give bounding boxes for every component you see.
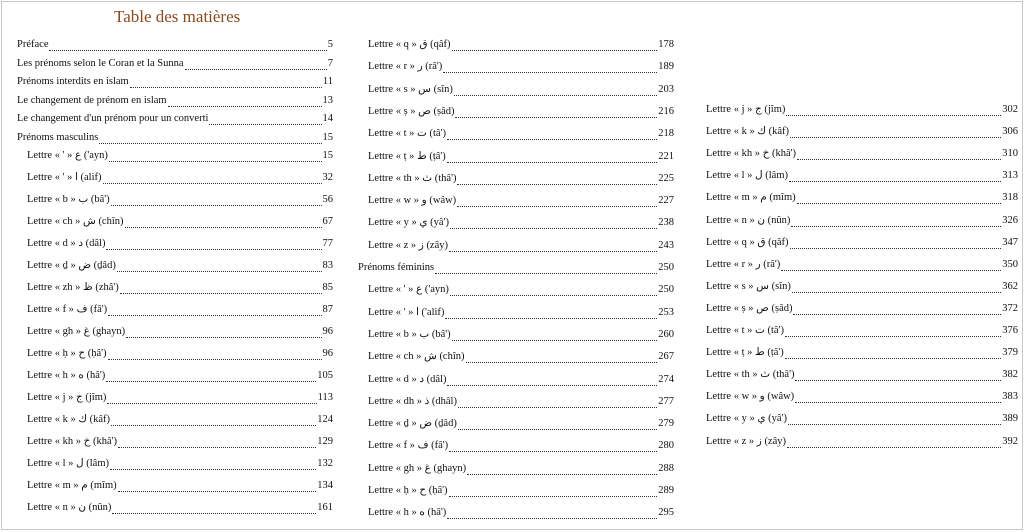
toc-entry-label: Lettre « ch » ش (chîn) — [27, 216, 124, 227]
toc-entry[interactable] — [706, 369, 1018, 381]
toc-entry-page: 326 — [1002, 214, 1018, 226]
toc-entry-label: Lettre « s » س (sîn) — [368, 83, 453, 95]
toc-entry-label: Lettre « zh » ظ (zhâ') — [27, 282, 119, 293]
toc-entry-label: Lettre « q » ق (qâf) — [706, 236, 789, 248]
toc-entry-page: 274 — [658, 373, 674, 385]
toc-entry[interactable] — [706, 281, 1018, 293]
toc-entry-page: 85 — [322, 282, 333, 293]
toc-entry-page: 238 — [658, 217, 674, 229]
dot-leader — [130, 78, 322, 88]
toc-entry-page: 280 — [658, 440, 674, 452]
toc-entry-page: 347 — [1002, 236, 1018, 248]
dot-leader — [786, 106, 1001, 116]
toc-entry-label: Lettre « gh » غ (ghayn) — [368, 462, 467, 474]
toc-entry[interactable] — [17, 370, 333, 382]
toc-entry[interactable] — [358, 374, 674, 386]
dot-leader — [458, 398, 657, 408]
toc-entry[interactable] — [17, 480, 333, 492]
toc-entry[interactable] — [706, 104, 1018, 116]
toc-entry-label: Prénoms interdits en islam — [17, 76, 129, 87]
toc-entry[interactable] — [358, 463, 674, 475]
toc-entry[interactable] — [358, 61, 674, 73]
toc-entry[interactable] — [17, 458, 333, 470]
dot-leader — [443, 63, 657, 73]
toc-entry-label: Le changement de prénom en islam — [17, 94, 167, 106]
toc-entry[interactable] — [358, 240, 674, 252]
toc-entry[interactable] — [358, 329, 674, 341]
dot-leader — [785, 349, 1001, 359]
toc-entry-page: 379 — [1002, 347, 1018, 359]
dot-leader — [112, 504, 316, 514]
toc-entry-page: 243 — [658, 239, 674, 251]
toc-entry[interactable] — [17, 392, 333, 404]
toc-entry-label: Lettre « w » و (wâw) — [368, 195, 457, 207]
toc-entry-label: Lettre « y » ي (yâ') — [368, 217, 449, 229]
toc-entry[interactable] — [358, 195, 674, 207]
toc-entry[interactable] — [358, 151, 674, 163]
toc-entry-page: 372 — [1002, 302, 1018, 314]
toc-entry-page: 362 — [1002, 280, 1018, 292]
toc-entry-label: Lettre « w » و (wâw) — [706, 391, 795, 403]
dot-leader — [125, 218, 322, 228]
toc-entry[interactable] — [358, 128, 674, 140]
toc-entry-page: 225 — [658, 172, 674, 184]
toc-entry-page: 132 — [317, 458, 333, 469]
toc-entry-page: 302 — [1002, 104, 1018, 115]
toc-entry[interactable] — [706, 126, 1018, 138]
toc-entry-page: 260 — [658, 328, 674, 340]
dot-leader — [445, 309, 657, 319]
toc-entry-page: 189 — [658, 61, 674, 73]
toc-entry-label: Lettre « ṣ » ص (ṣâd) — [368, 105, 455, 117]
dot-leader — [120, 284, 322, 294]
toc-entry-page: 56 — [322, 194, 333, 205]
dot-leader — [789, 172, 1001, 182]
toc-entry[interactable] — [17, 76, 333, 88]
toc-entry[interactable] — [358, 485, 674, 497]
toc-entry[interactable] — [358, 262, 674, 274]
dot-leader — [795, 371, 1001, 381]
toc-entry-page: 289 — [658, 485, 674, 496]
toc-entry-page: 129 — [317, 436, 333, 447]
dot-leader — [790, 239, 1002, 249]
toc-entry[interactable] — [358, 106, 674, 118]
toc-entry-label: Lettre « j » ج (jîm) — [706, 104, 786, 115]
dot-leader — [447, 130, 657, 140]
toc-entry-page: 113 — [317, 392, 333, 403]
toc-entry-page: 13 — [322, 94, 333, 106]
toc-entry-label: Lettre « d » د (dâl) — [368, 373, 447, 385]
toc-entry-label: Lettre « kh » خ (khâ') — [706, 148, 797, 160]
toc-entry[interactable] — [358, 284, 674, 296]
toc-entry-label: Lettre « ch » ش (chîn) — [368, 351, 465, 363]
toc-entry-page: 250 — [658, 262, 674, 273]
toc-entry[interactable] — [706, 170, 1018, 182]
dot-leader — [467, 465, 657, 475]
toc-entry-page: 288 — [658, 462, 674, 474]
toc-entry-label: Le changement d'un prénom pour un converti — [17, 113, 209, 124]
toc-entry[interactable] — [706, 215, 1018, 227]
toc-entry-label: Lettre « r » ر (râ') — [368, 61, 443, 73]
dot-leader — [449, 442, 657, 452]
toc-entry-page: 350 — [1002, 258, 1018, 270]
toc-entry-label: Préface — [17, 39, 49, 50]
toc-entry[interactable] — [358, 217, 674, 229]
toc-entry-label: Lettre « l » ل (lâm) — [27, 458, 109, 469]
dot-leader — [435, 264, 657, 274]
toc-entry-label: Lettre « ṭ » ط (ṭâ') — [368, 150, 446, 162]
toc-entry-page: 277 — [658, 395, 674, 407]
dot-leader — [449, 242, 657, 252]
toc-entry-page: 32 — [322, 172, 333, 183]
dot-leader — [455, 108, 657, 118]
toc-entry-page: 392 — [1002, 435, 1018, 447]
toc-entry-label: Lettre « ' » ا ('alif) — [368, 306, 445, 318]
dot-leader — [785, 327, 1001, 337]
toc-entry-label: Lettre « ṣ » ص (ṣâd) — [706, 302, 793, 314]
toc-entry[interactable] — [358, 39, 674, 51]
toc-entry-label: Lettre « f » ف (fâ') — [368, 440, 449, 452]
dot-leader — [454, 86, 657, 96]
toc-entry[interactable] — [17, 39, 333, 51]
toc-entry-label: Lettre « z » ز (zây) — [706, 435, 787, 447]
toc-entry[interactable] — [706, 259, 1018, 271]
toc-entry-label: Lettre « m » م (mîm) — [706, 192, 796, 204]
toc-entry[interactable] — [706, 413, 1018, 425]
toc-entry[interactable] — [706, 148, 1018, 160]
toc-entry-page: 306 — [1002, 126, 1018, 138]
dot-leader — [447, 153, 657, 163]
toc-entry[interactable] — [17, 502, 333, 514]
toc-entry-page: 279 — [658, 418, 674, 430]
dot-leader — [111, 196, 322, 206]
toc-entry[interactable] — [17, 414, 333, 426]
toc-entry-page: 178 — [658, 39, 674, 50]
dot-leader — [457, 197, 657, 207]
toc-entry-label: Lettre « r » ر (râ') — [706, 258, 781, 270]
toc-entry-label: Lettre « gh » غ (ghayn) — [27, 326, 126, 337]
toc-entry-page: 221 — [658, 150, 674, 162]
toc-entry-label: Lettre « ṭ » ط (ṭâ') — [706, 347, 784, 359]
toc-entry-page: 15 — [322, 150, 333, 161]
toc-entry-page: 96 — [322, 326, 333, 337]
toc-entry-label: Lettre « h » ه (hâ') — [368, 507, 447, 519]
toc-entry-page: 382 — [1002, 369, 1018, 381]
toc-entry[interactable] — [17, 436, 333, 448]
dot-leader — [109, 152, 322, 162]
toc-entry-page: 376 — [1002, 325, 1018, 336]
toc-entry-label: Prénoms masculins — [17, 131, 99, 143]
toc-entry[interactable] — [358, 351, 674, 363]
toc-entry[interactable] — [17, 304, 333, 316]
toc-entry-page: 216 — [658, 105, 674, 117]
toc-entry-page: 227 — [658, 195, 674, 207]
toc-entry[interactable] — [358, 507, 674, 519]
toc-entry[interactable] — [706, 325, 1018, 337]
dot-leader — [168, 97, 322, 107]
toc-entry-page: 14 — [322, 113, 333, 124]
toc-entry[interactable] — [17, 260, 333, 272]
toc-entry-page: 87 — [322, 304, 333, 315]
toc-entry-label: Lettre « b » ب (bâ') — [368, 328, 451, 340]
toc-entry-label: Lettre « y » ي (yâ') — [706, 413, 787, 425]
toc-entry-page: 203 — [658, 83, 674, 95]
dot-leader — [466, 353, 658, 363]
dot-leader — [107, 394, 316, 404]
toc-entry[interactable] — [17, 282, 333, 294]
dot-leader — [49, 41, 326, 51]
toc-entry[interactable] — [17, 113, 333, 125]
toc-entry[interactable] — [358, 307, 674, 319]
toc-entry-page: 310 — [1002, 148, 1018, 160]
toc-entry-label: Lettre « n » ن (nûn) — [27, 502, 112, 513]
dot-leader — [209, 115, 321, 125]
toc-entry-label: Les prénoms selon le Coran et la Sunna — [17, 57, 184, 69]
dot-leader — [790, 128, 1001, 138]
toc-entry-label: Lettre « h » ه (hâ') — [27, 370, 106, 381]
toc-entry[interactable] — [17, 194, 333, 206]
toc-entry[interactable] — [17, 150, 333, 162]
toc-entry-page: 313 — [1002, 170, 1018, 182]
toc-entry-label: Prénoms féminins — [358, 262, 435, 273]
dot-leader — [793, 305, 1001, 315]
toc-entry-page: 267 — [658, 351, 674, 363]
toc-entry-page: 389 — [1002, 413, 1018, 425]
toc-entry-label: Lettre « kh » خ (khâ') — [27, 436, 118, 447]
toc-entry[interactable] — [706, 303, 1018, 315]
toc-entry[interactable] — [17, 216, 333, 228]
toc-entry-page: 7 — [327, 57, 333, 69]
toc-entry-label: Lettre « dh » ذ (dhâl) — [368, 395, 457, 407]
toc-entry-page: 11 — [322, 76, 333, 87]
toc-entry-page: 83 — [322, 260, 333, 271]
toc-entry[interactable] — [358, 173, 674, 185]
dot-leader — [111, 416, 316, 426]
dot-leader — [450, 286, 657, 296]
toc-entry-label: Lettre « ḏ » ض (ḏâd) — [368, 418, 457, 430]
toc-entry[interactable] — [17, 238, 333, 250]
page-title: Table des matières — [114, 7, 241, 26]
toc-entry-page: 77 — [322, 238, 333, 249]
toc-entry-label: Lettre « t » ت (tâ') — [706, 325, 784, 336]
toc-entry-page: 250 — [658, 284, 674, 296]
toc-entry[interactable] — [706, 192, 1018, 204]
dot-leader — [449, 487, 658, 497]
dot-leader — [118, 482, 317, 492]
toc-entry-label: Lettre « f » ف (fâ') — [27, 304, 108, 315]
dot-leader — [108, 350, 322, 360]
toc-entry-label: Lettre « m » م (mîm) — [27, 480, 117, 491]
dot-leader — [797, 194, 1002, 204]
toc-entry[interactable] — [358, 84, 674, 96]
toc-entry[interactable] — [706, 237, 1018, 249]
toc-entry[interactable] — [17, 95, 333, 107]
dot-leader — [99, 134, 321, 144]
dot-leader — [792, 283, 1001, 293]
toc-entry-label: Lettre « d » د (dâl) — [27, 238, 106, 249]
dot-leader — [458, 420, 657, 430]
toc-entry-page: 134 — [317, 480, 333, 491]
dot-leader — [106, 372, 316, 382]
toc-entry-page: 295 — [658, 507, 674, 519]
toc-entry-label: Lettre « ' » ع ('ayn) — [27, 150, 108, 161]
toc-entry-page: 124 — [317, 414, 333, 425]
dot-leader — [126, 328, 321, 338]
dot-leader — [787, 438, 1001, 448]
toc-entry[interactable] — [17, 132, 333, 144]
toc-entry[interactable] — [17, 326, 333, 338]
toc-entry[interactable] — [358, 396, 674, 408]
toc-entry[interactable] — [358, 440, 674, 452]
dot-leader — [797, 150, 1001, 160]
toc-entry-label: Lettre « ḏ » ض (ḏâd) — [27, 260, 116, 271]
toc-entry-page: 253 — [658, 306, 674, 318]
toc-entry-label: Lettre « th » ث (thâ') — [368, 172, 457, 184]
toc-page — [1, 1, 1023, 530]
toc-entry-page: 96 — [322, 348, 333, 359]
toc-entry-label: Lettre « q » ق (qâf) — [368, 39, 451, 50]
toc-entry-label: Lettre « n » ن (nûn) — [706, 214, 791, 226]
toc-entry[interactable] — [17, 348, 333, 360]
toc-entry-page: 161 — [317, 502, 333, 513]
toc-entry-page: 15 — [322, 131, 333, 143]
toc-entry-label: Lettre « z » ز (zây) — [368, 239, 449, 251]
toc-entry-label: Lettre « s » س (sîn) — [706, 280, 791, 292]
toc-entry-label: Lettre « ḥ » ح (ḥâ') — [368, 485, 448, 496]
dot-leader — [106, 240, 321, 250]
dot-leader — [788, 415, 1001, 425]
dot-leader — [117, 262, 322, 272]
toc-entry-label: Lettre « k » ك (kâf) — [706, 126, 790, 138]
dot-leader — [447, 509, 657, 519]
toc-entry[interactable] — [358, 418, 674, 430]
dot-leader — [118, 438, 316, 448]
dot-leader — [447, 376, 657, 386]
toc-entry[interactable] — [17, 172, 333, 184]
toc-entry-label: Lettre « ' » ع ('ayn) — [368, 284, 449, 296]
dot-leader — [452, 331, 658, 341]
toc-entry[interactable] — [706, 391, 1018, 403]
toc-entry-page: 218 — [658, 128, 674, 140]
dot-leader — [795, 393, 1001, 403]
toc-entry-label: Lettre « k » ك (kâf) — [27, 414, 111, 425]
dot-leader — [452, 41, 658, 51]
toc-entry-label: Lettre « t » ت (tâ') — [368, 128, 446, 140]
toc-entry-label: Lettre « th » ث (thâ') — [706, 369, 795, 381]
dot-leader — [450, 219, 657, 229]
dot-leader — [791, 217, 1001, 227]
dot-leader — [457, 175, 657, 185]
dot-leader — [185, 60, 327, 70]
toc-entry-label: Lettre « ḥ » ح (ḥâ') — [27, 348, 107, 359]
toc-entry[interactable] — [706, 436, 1018, 448]
dot-leader — [781, 261, 1001, 271]
toc-entry-page: 5 — [327, 39, 333, 50]
toc-entry-label: Lettre « j » ج (jîm) — [27, 392, 107, 403]
toc-entry-page: 105 — [317, 370, 333, 381]
toc-entry-page: 383 — [1002, 391, 1018, 403]
toc-entry-page: 318 — [1002, 192, 1018, 204]
toc-entry-label: Lettre « ' » ا (alif) — [27, 172, 102, 183]
toc-entry-page: 67 — [322, 216, 333, 227]
toc-entry-label: Lettre « l » ل (lâm) — [706, 170, 788, 182]
dot-leader — [108, 306, 321, 316]
dot-leader — [103, 174, 322, 184]
dot-leader — [110, 460, 316, 470]
toc-entry[interactable] — [706, 347, 1018, 359]
toc-entry-label: Lettre « b » ب (bâ') — [27, 194, 110, 205]
toc-entry[interactable] — [17, 58, 333, 70]
